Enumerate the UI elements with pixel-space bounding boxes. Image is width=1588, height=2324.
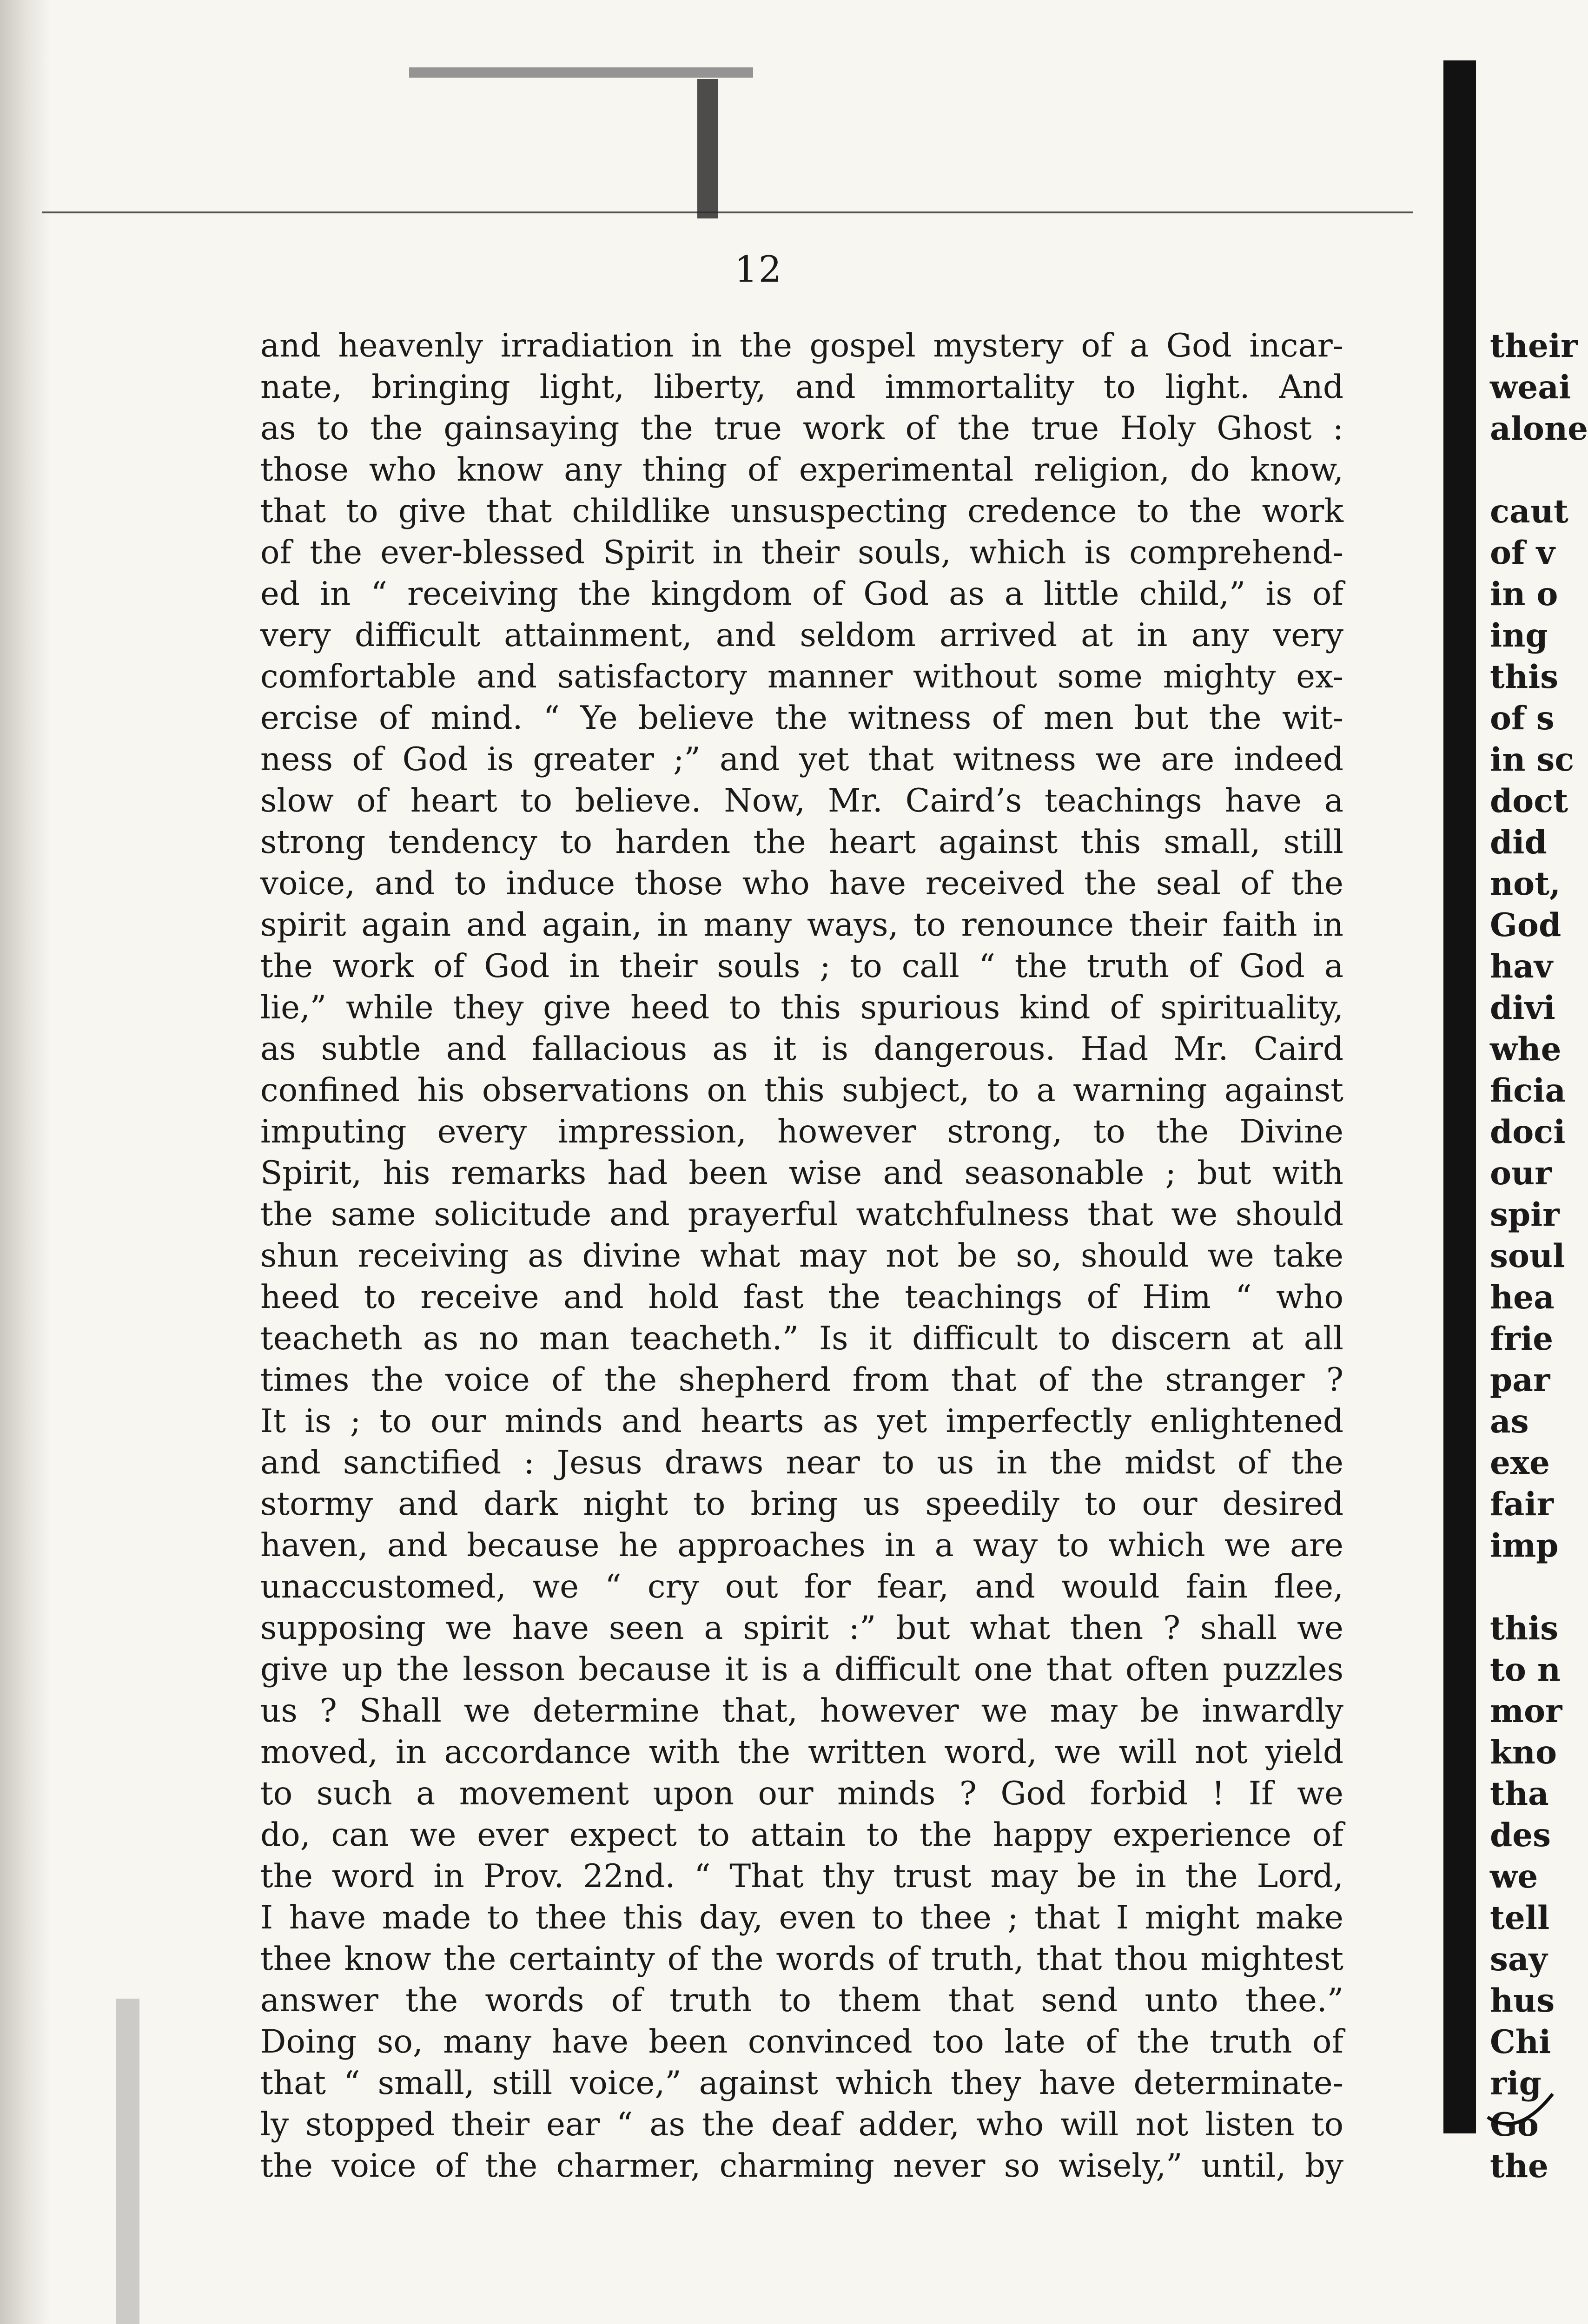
text-line: thee know the certainty of the words of truth, that thou mightest — [260, 1941, 1343, 1978]
text-line: that “ small, still voice,” against which they have determinate- — [260, 2065, 1343, 2102]
text-line: comfortable and satisfactory manner without some mighty ex- — [260, 658, 1343, 695]
text-line: and heavenly irradiation in the gospel mystery of a God incar- — [260, 327, 1343, 364]
facing-page-fragment: in sc — [1490, 741, 1575, 779]
facing-page-ornament — [1485, 2092, 1555, 2133]
text-line: times the voice of the shepherd from that of the stranger ? — [260, 1361, 1343, 1399]
facing-page-fragment: of s — [1490, 700, 1555, 737]
top-ink-mark — [697, 79, 718, 218]
facing-page-fragment: rig — [1490, 2065, 1542, 2102]
text-line: ed in “ receiving the kingdom of God as a little child,” is of — [260, 575, 1343, 613]
facing-page-fragment: weai — [1490, 369, 1571, 406]
facing-page-fragment: exe — [1490, 1444, 1550, 1482]
text-line: ercise of mind. “ Ye believe the witness of men but the wit- — [260, 700, 1343, 737]
facing-page-fragment — [1490, 1566, 1558, 1608]
facing-page-fragment: caut — [1490, 493, 1568, 530]
facing-page-fragment: as — [1490, 1403, 1529, 1440]
text-line: slow of heart to believe. Now, Mr. Caird’s teachings have a — [260, 782, 1343, 819]
facing-page-fragment — [1490, 449, 1558, 491]
facing-page-fragment: this — [1490, 1610, 1559, 1647]
text-line: those who know any thing of experimental religion, do know, — [260, 451, 1343, 489]
facing-page-fragment: their — [1490, 327, 1578, 365]
text-line: unaccustomed, we “ cry out for fear, and would fain flee, — [260, 1568, 1343, 1605]
facing-page-fragments — [1490, 325, 1588, 2187]
facing-page-fragment: ing — [1490, 617, 1548, 654]
facing-page-fragment: our — [1490, 1155, 1552, 1192]
facing-page-fragment: doct — [1490, 782, 1568, 820]
text-line: supposing we have seen a spirit :” but what then ? shall we — [260, 1610, 1343, 1647]
facing-page-fragment: not, — [1490, 865, 1561, 903]
facing-page-fragment: frie — [1490, 1320, 1554, 1358]
book-spine-shadow — [1443, 60, 1476, 2133]
text-line: answer the words of truth to them that send unto thee.” — [260, 1982, 1343, 2019]
text-line: the work of God in their souls ; to call “ the truth of God a — [260, 948, 1343, 985]
facing-page-fragment: hav — [1490, 948, 1553, 985]
text-line: stormy and dark night to bring us speedily to our desired — [260, 1486, 1343, 1523]
text-line: strong tendency to harden the heart against this small, still — [260, 824, 1343, 861]
facing-page-fragment: to n — [1490, 1651, 1561, 1689]
facing-page-fragment: divi — [1490, 989, 1555, 1027]
facing-page-fragment: par — [1490, 1361, 1550, 1399]
text-line: that to give that childlike unsuspecting credence to the work — [260, 493, 1343, 530]
facing-page-fragment: imp — [1490, 1527, 1559, 1565]
facing-page-fragment: say — [1490, 1941, 1548, 1978]
text-line: the same solicitude and prayerful watchfulness that we should — [260, 1196, 1343, 1233]
text-line: to such a movement upon our minds ? God forbid ! If we — [260, 1775, 1343, 1812]
facing-page-fragment: mor — [1490, 1692, 1562, 1730]
facing-page-fragment: hea — [1490, 1279, 1555, 1316]
text-line: moved, in accordance with the written word, we will not yield — [260, 1734, 1343, 1771]
text-line: Doing so, many have been convinced too late of the truth of — [260, 2023, 1343, 2060]
text-line: I have made to thee this day, even to thee ; that I might make — [260, 1899, 1343, 1936]
facing-page-fragment: this — [1490, 658, 1559, 696]
facing-page-fragment: ficia — [1490, 1072, 1566, 1109]
text-line: lie,” while they give heed to this spurious kind of spirituality, — [260, 989, 1343, 1026]
facing-page-fragment: spir — [1490, 1196, 1560, 1234]
text-line: ly stopped their ear “ as the deaf adder, who will not listen to — [260, 2106, 1343, 2143]
text-line: voice, and to induce those who have received the seal of the — [260, 865, 1343, 902]
text-line: nate, bringing light, liberty, and immortality to light. And — [260, 369, 1343, 406]
text-line: Spirit, his remarks had been wise and seasonable ; but with — [260, 1155, 1343, 1192]
text-line: the word in Prov. 22nd. “ That thy trust may be in the Lord, — [260, 1858, 1343, 1895]
text-line: heed to receive and hold fast the teachings of Him “ who — [260, 1279, 1343, 1316]
text-line: very difficult attainment, and seldom arrived at in any very — [260, 617, 1343, 654]
facing-page-fragment: the — [1490, 2147, 1548, 2185]
text-line: ness of God is greater ;” and yet that witness we are indeed — [260, 741, 1343, 778]
page-number: 12 — [734, 249, 783, 290]
header-rule — [42, 211, 1413, 213]
binding-smudge — [116, 1999, 139, 2324]
facing-page-fragment: did — [1490, 824, 1547, 861]
text-line: spirit again and again, in many ways, to renounce their faith in — [260, 906, 1343, 944]
text-line: as to the gainsaying the true work of the true Holy Ghost : — [260, 410, 1343, 447]
text-line: do, can we ever expect to attain to the happy experience of — [260, 1816, 1343, 1854]
text-line: teacheth as no man teacheth.” Is it difficult to discern at all — [260, 1320, 1343, 1357]
text-line: imputing every impression, however strong, to the Divine — [260, 1113, 1343, 1150]
facing-page-fragment: Go — [1490, 2106, 1539, 2144]
facing-page-fragment: fair — [1490, 1486, 1554, 1523]
text-line: and sanctified : Jesus draws near to us in the midst of the — [260, 1444, 1343, 1481]
text-line: us ? Shall we determine that, however we may be inwardly — [260, 1692, 1343, 1730]
facing-page-fragment: God — [1490, 906, 1562, 944]
text-line: confined his observations on this subject, to a warning against — [260, 1072, 1343, 1109]
page-left-edge-shadow — [0, 0, 51, 2324]
facing-page-fragment: des — [1490, 1816, 1551, 1854]
facing-page-fragment: tell — [1490, 1899, 1550, 1937]
text-line: give up the lesson because it is a difficult one that often puzzles — [260, 1651, 1343, 1688]
facing-page-fragment: Chi — [1490, 2023, 1551, 2061]
text-line: as subtle and fallacious as it is dangerous. Had Mr. Caird — [260, 1030, 1343, 1068]
body-text — [260, 325, 1343, 2187]
facing-page-fragment: tha — [1490, 1775, 1549, 1813]
text-line: shun receiving as divine what may not be so, should we take — [260, 1237, 1343, 1274]
facing-page-fragment: of v — [1490, 534, 1555, 572]
text-line: It is ; to our minds and hearts as yet imperfectly enlightened — [260, 1403, 1343, 1440]
facing-page-fragment: kno — [1490, 1734, 1557, 1771]
text-line: of the ever-blessed Spirit in their souls, which is comprehend- — [260, 534, 1343, 571]
facing-page-fragment: alone — [1490, 410, 1588, 448]
facing-page-fragment: soul — [1490, 1237, 1565, 1275]
facing-page-fragment: we — [1490, 1858, 1538, 1895]
top-ink-smudge — [409, 67, 753, 78]
facing-page-fragment: whe — [1490, 1030, 1562, 1068]
text-line: haven, and because he approaches in a way to which we are — [260, 1527, 1343, 1564]
facing-page-fragment: doci — [1490, 1113, 1566, 1151]
text-line: the voice of the charmer, charming never so wisely,” until, by — [260, 2147, 1343, 2185]
facing-page-fragment: in o — [1490, 575, 1558, 613]
facing-page-fragment: hus — [1490, 1982, 1555, 2020]
